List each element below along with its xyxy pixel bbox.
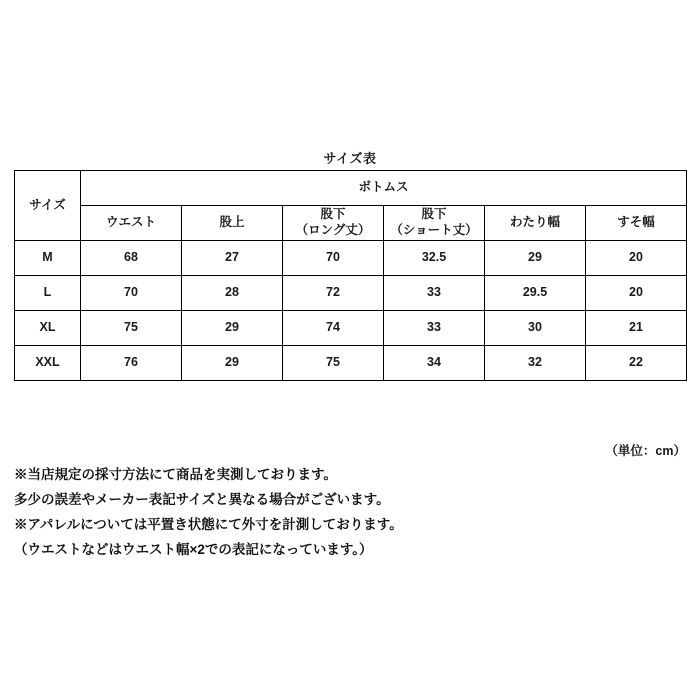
table-row <box>15 241 687 276</box>
page-title: サイズ表 <box>323 151 377 166</box>
note-line-4: （ウエストなどはウエスト幅×2での表記になっています。） <box>14 542 373 557</box>
cell-waist: 70 <box>81 276 182 311</box>
cell-waist: 76 <box>81 346 182 381</box>
cell-thigh: 32 <box>485 346 586 381</box>
note-line-2: 多少の誤差やメーカー表記サイズと異なる場合がございます。 <box>14 492 390 507</box>
cell-inseam-long: 70 <box>283 241 384 276</box>
cell-thigh: 29.5 <box>485 276 586 311</box>
row-size-label: L <box>15 276 81 311</box>
size-table-container <box>14 170 686 381</box>
note-line-1: ※当店規定の採寸方法にて商品を実測しております。 <box>14 467 337 482</box>
cell-waist: 68 <box>81 241 182 276</box>
cell-inseam-long: 74 <box>283 311 384 346</box>
cell-inseam-long: 72 <box>283 276 384 311</box>
table-row <box>15 276 687 311</box>
cell-thigh: 30 <box>485 311 586 346</box>
column-header-inseam-long: 股下 （ロング丈） <box>283 206 384 241</box>
cell-inseam-short: 33 <box>384 276 485 311</box>
table-column-header-row <box>15 206 687 241</box>
cell-rise: 28 <box>182 276 283 311</box>
cell-waist: 75 <box>81 311 182 346</box>
cell-hem: 20 <box>586 276 687 311</box>
row-size-label: M <box>15 241 81 276</box>
table-group-header-row <box>15 171 687 206</box>
cell-thigh: 29 <box>485 241 586 276</box>
table-row <box>15 311 687 346</box>
note-line-3: ※アパレルについては平置き状態にて外寸を計測しております。 <box>14 517 403 532</box>
table-corner-label: サイズ <box>15 171 81 241</box>
column-header-hem: すそ幅 <box>586 206 687 241</box>
column-header-waist: ウエスト <box>81 206 182 241</box>
cell-rise: 27 <box>182 241 283 276</box>
measurement-notes <box>14 462 674 562</box>
column-header-inseam-short: 股下 （ショート丈） <box>384 206 485 241</box>
cell-inseam-long: 75 <box>283 346 384 381</box>
cell-inseam-short: 33 <box>384 311 485 346</box>
cell-hem: 22 <box>586 346 687 381</box>
size-table <box>14 170 687 381</box>
unit-note: （単位：cm） <box>605 444 686 458</box>
cell-rise: 29 <box>182 311 283 346</box>
column-header-rise: 股上 <box>182 206 283 241</box>
cell-hem: 20 <box>586 241 687 276</box>
table-group-header: ボトムス <box>81 171 687 206</box>
row-size-label: XL <box>15 311 81 346</box>
column-header-thigh: わたり幅 <box>485 206 586 241</box>
cell-inseam-short: 34 <box>384 346 485 381</box>
cell-hem: 21 <box>586 311 687 346</box>
table-row <box>15 346 687 381</box>
row-size-label: XXL <box>15 346 81 381</box>
cell-inseam-short: 32.5 <box>384 241 485 276</box>
cell-rise: 29 <box>182 346 283 381</box>
